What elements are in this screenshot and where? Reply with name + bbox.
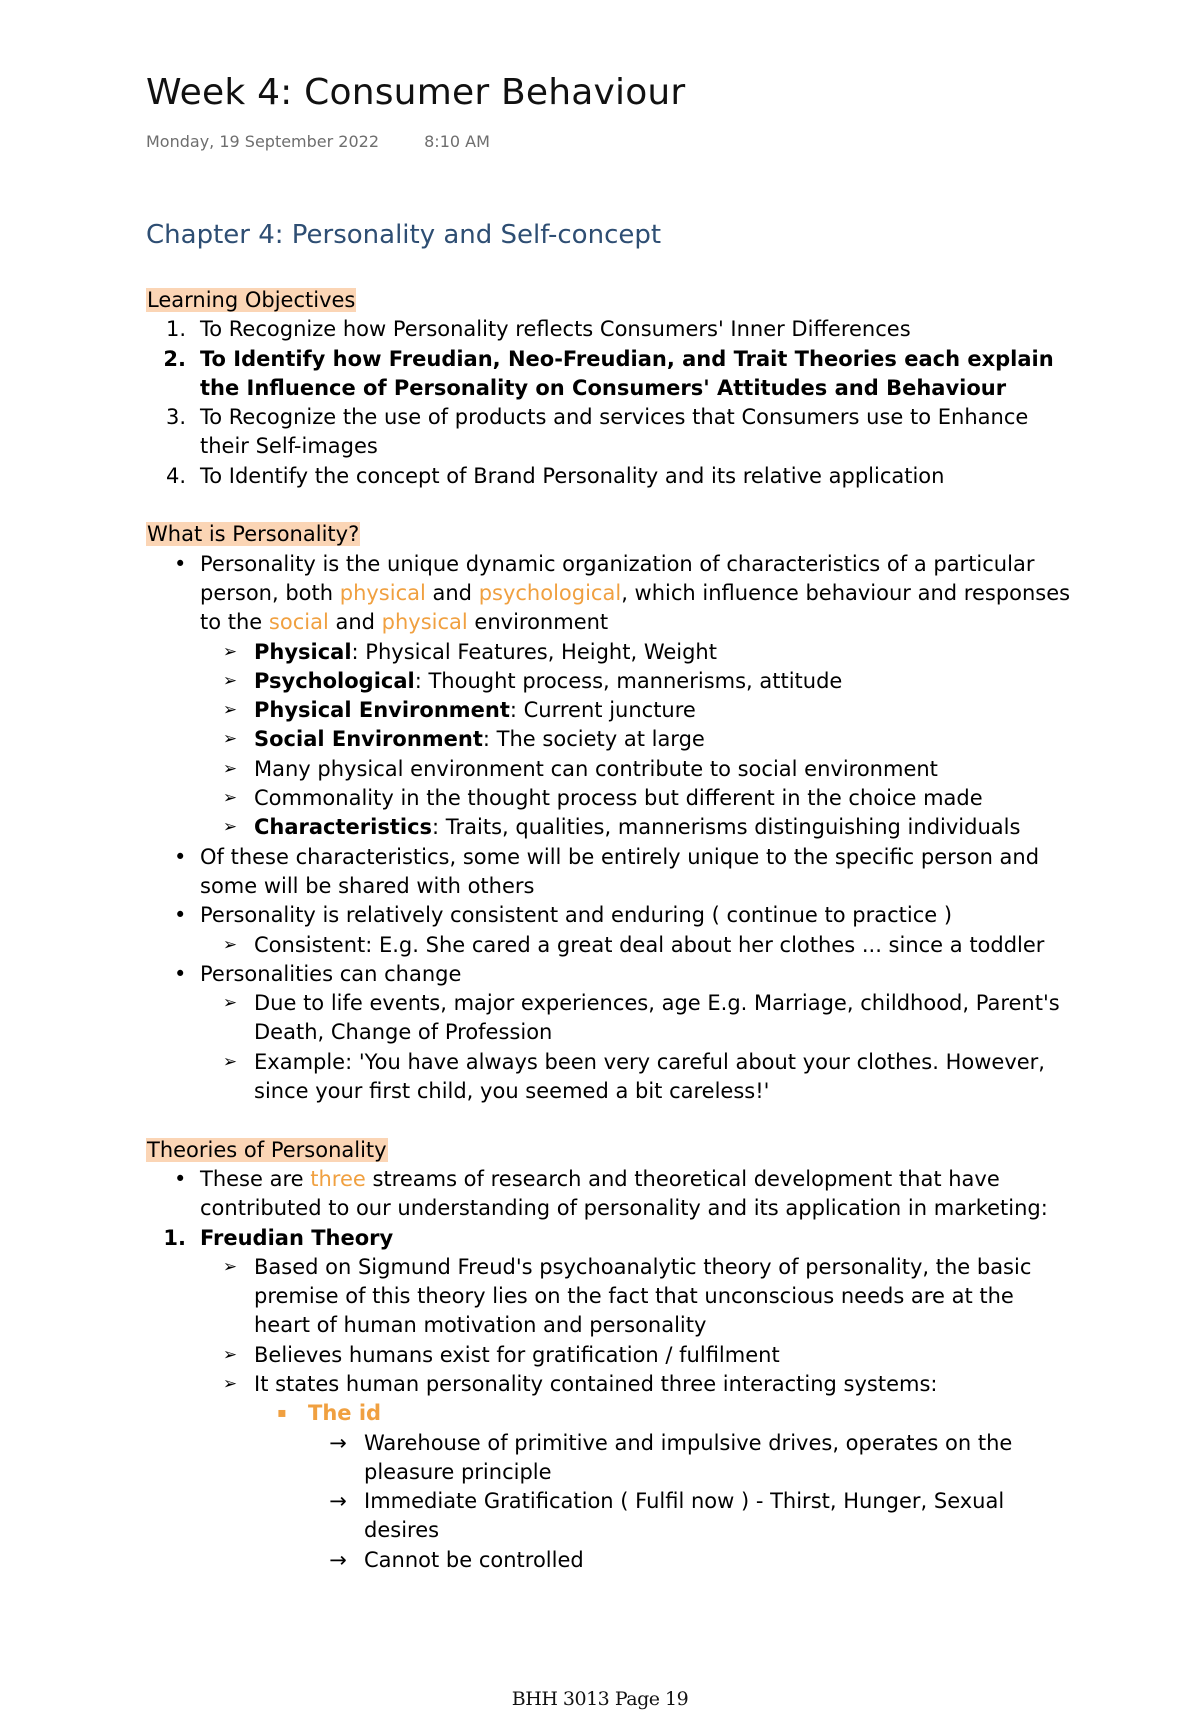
bullet-icon: • <box>174 551 187 576</box>
sub-text: Consistent: E.g. She cared a great deal about her clothes ... since a toddler <box>254 932 1045 957</box>
objective-item <box>146 315 1076 344</box>
sub-text: It states human personality contained three interacting systems: <box>254 1371 938 1396</box>
sub-item: ➢ Physical Environment: Current juncture <box>146 696 1076 725</box>
arrow-bullet-icon: ➢ <box>222 641 238 662</box>
sub-text: Based on Sigmund Freud's psychoanalytic theory of personality, the basic premise of this theory lies on the fact that unconscious needs are at the heart of human motivation and personality <box>254 1254 1032 1338</box>
sub-item <box>146 1048 1076 1107</box>
arrow-bullet-icon: ➢ <box>222 993 238 1014</box>
personality-heading: What is Personality? <box>147 522 360 547</box>
id-text: Warehouse of primitive and impulsive drives, operates on the pleasure principle <box>364 1430 1013 1484</box>
theory-item <box>146 1224 1076 1253</box>
learning-objectives-section <box>146 286 1076 491</box>
objective-item <box>146 462 1076 491</box>
objective-item <box>146 345 1076 404</box>
arrow-bullet-icon: ➢ <box>222 758 238 779</box>
bullet-text: Personality is the unique dynamic organization of characteristics of a particular person, both physical and psychological, which influence behaviour and responses to the social and physical environment <box>200 551 1071 635</box>
sub-item: ➢ Many physical environment can contribute to social environment <box>146 755 1076 784</box>
id-text: Cannot be controlled <box>364 1547 584 1572</box>
arrow-bullet-icon: ➢ <box>222 1256 238 1277</box>
bullet-item <box>146 901 1076 930</box>
right-arrow-icon: → <box>329 1489 347 1514</box>
bullet-item <box>146 843 1076 902</box>
arrow-bullet-icon: ➢ <box>222 670 238 691</box>
arrow-bullet-icon: ➢ <box>222 1051 238 1072</box>
sub-item <box>146 1341 1076 1370</box>
page-footer: BHH 3013 Page 19 <box>511 1688 689 1710</box>
sub-item: ➢ Commonality in the thought process but different in the choice made <box>146 784 1076 813</box>
sub-item: ➢ Social Environment: The society at large <box>146 725 1076 754</box>
bullet-item <box>146 960 1076 989</box>
id-text: Immediate Gratification ( Fulfil now ) - Thirst, Hunger, Sexual desires <box>364 1489 1005 1543</box>
bullet-item <box>146 1165 1076 1224</box>
objective-item <box>146 403 1076 462</box>
page-time: 8:10 AM <box>424 132 490 151</box>
objective-number: 2. <box>163 346 186 371</box>
bullet-text: Personalities can change <box>200 961 462 986</box>
bullet-icon: • <box>174 844 187 869</box>
notes-content <box>146 286 1076 1575</box>
id-item <box>146 1429 1076 1488</box>
objective-number: 4. <box>165 463 186 488</box>
bullet-icon: • <box>174 961 187 986</box>
sub-item <box>146 1253 1076 1341</box>
id-title: The id <box>308 1401 382 1426</box>
bullet-text: Personality is relatively consistent and enduring ( continue to practice ) <box>200 903 953 928</box>
arrow-bullet-icon: ➢ <box>222 729 238 750</box>
sub-item: ➢ Physical: Physical Features, Height, Weight <box>146 638 1076 667</box>
right-arrow-icon: → <box>329 1547 347 1572</box>
arrow-bullet-icon: ➢ <box>222 1373 238 1394</box>
bullet-text: Of these characteristics, some will be entirely unique to the specific person and some will be shared with others <box>200 844 1040 898</box>
theory-title: Freudian Theory <box>200 1225 394 1250</box>
arrow-bullet-icon: ➢ <box>222 934 238 955</box>
sub-item <box>146 931 1076 960</box>
arrow-bullet-icon: ➢ <box>222 817 238 838</box>
sub-text: Due to life events, major experiences, age E.g. Marriage, childhood, Parent's Death, Change of Profession <box>254 991 1060 1045</box>
page-meta <box>146 132 490 151</box>
page-title: Week 4: Consumer Behaviour <box>146 72 686 113</box>
sub-item <box>146 989 1076 1048</box>
id-item <box>146 1546 1076 1575</box>
square-item <box>146 1399 1076 1428</box>
sub-text: Example: 'You have always been very careful about your clothes. However, since your first child, you seemed a bit careless!' <box>254 1049 1045 1104</box>
personality-section <box>146 520 1076 1106</box>
page-date: Monday, 19 September 2022 <box>146 132 380 151</box>
objective-text: To Recognize the use of products and services that Consumers use to Enhance their Self-images <box>200 405 1029 459</box>
objective-number: 1. <box>165 317 186 342</box>
sub-item: ➢ Characteristics: Traits, qualities, mannerisms distinguishing individuals <box>146 813 1076 842</box>
theory-number: 1. <box>163 1225 186 1250</box>
bullet-item <box>146 550 1076 638</box>
arrow-bullet-icon: ➢ <box>222 788 238 809</box>
sub-item <box>146 1370 1076 1399</box>
bullet-icon: • <box>174 1166 187 1191</box>
id-item <box>146 1487 1076 1546</box>
bullet-text: These are three streams of research and theoretical development that have contributed to our understanding of personality and its application in marketing: <box>200 1166 1048 1221</box>
chapter-heading: Chapter 4: Personality and Self-concept <box>146 220 662 250</box>
learning-objectives-heading: Learning Objectives <box>147 288 356 312</box>
sub-text: Believes humans exist for gratification / fulfilment <box>254 1342 780 1367</box>
right-arrow-icon: → <box>329 1430 347 1455</box>
square-bullet-icon: ▪ <box>277 1405 287 1422</box>
bullet-icon: • <box>174 903 187 928</box>
objective-text: To Identify how Freudian, Neo-Freudian, and Trait Theories each explain the Influence of Personality on Consumers' Attitudes and Behaviour <box>200 346 1054 400</box>
sub-item: ➢ Psychological: Thought process, mannerisms, attitude <box>146 667 1076 696</box>
objective-number: 3. <box>165 405 186 430</box>
theories-section <box>146 1136 1076 1575</box>
objective-text: To Identify the concept of Brand Personality and its relative application <box>200 463 945 488</box>
arrow-bullet-icon: ➢ <box>222 1344 238 1365</box>
objective-text: To Recognize how Personality reflects Consumers' Inner Differences <box>200 317 911 342</box>
theories-heading: Theories of Personality <box>147 1137 387 1162</box>
arrow-bullet-icon: ➢ <box>222 700 238 721</box>
